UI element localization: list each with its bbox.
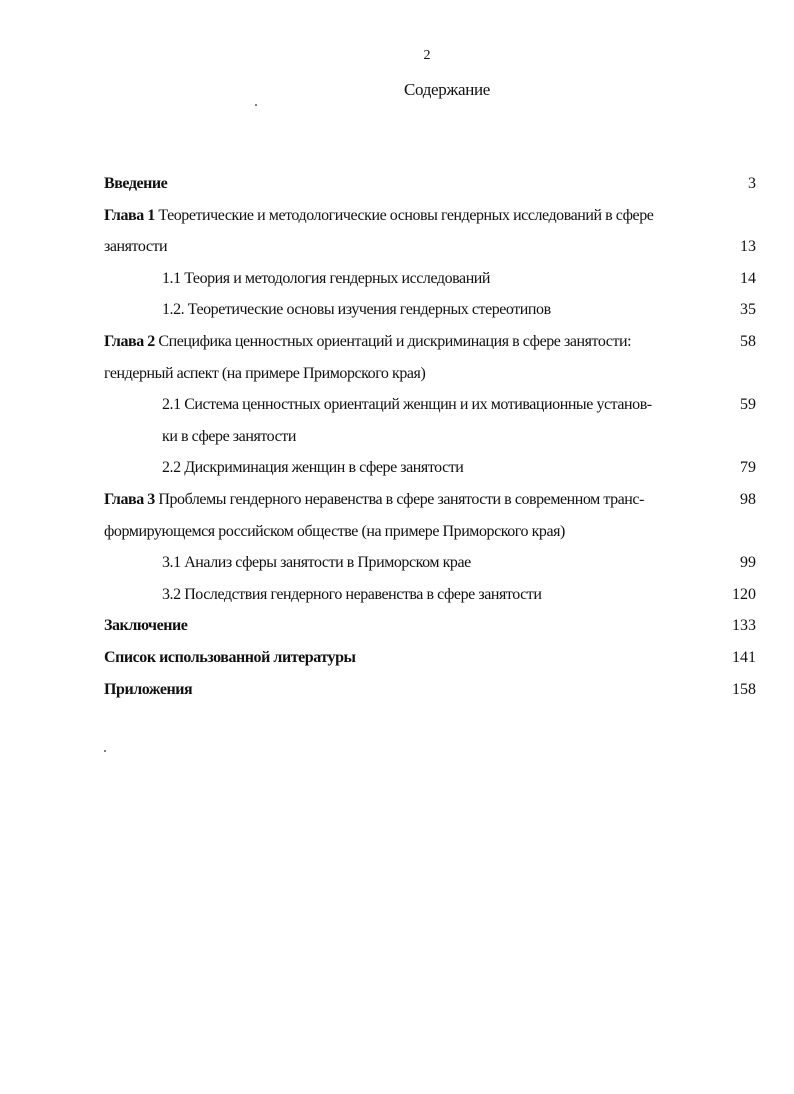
toc-entry-section-3-1 — [104, 547, 756, 579]
scan-speck — [104, 750, 106, 752]
toc-entry-text: 1.2. Теоретические основы изучения гендерных стереотипов — [162, 301, 551, 319]
toc-entry-chapter-2 — [104, 326, 756, 358]
toc-entry-chapter-2-cont — [104, 358, 756, 390]
toc-entry-text: Специфика ценностных ориентаций и дискриминация в сфере занятости: — [154, 332, 632, 350]
toc-entry-page: 13 — [740, 238, 756, 256]
toc-entry-text: 3.1 Анализ сферы занятости в Приморском крае — [162, 554, 471, 572]
toc-entry-page: 14 — [740, 269, 756, 287]
toc-entry-page: 58 — [740, 332, 756, 350]
toc-entry-section-1-1 — [104, 263, 756, 295]
toc-entry-text: Проблемы гендерного неравенства в сфере занятости в современном транс- — [154, 490, 644, 508]
toc-entry-heading: Приложения — [104, 680, 193, 698]
toc-entry-section-3-2 — [104, 579, 756, 611]
table-of-contents — [104, 168, 756, 705]
toc-entry-page: 98 — [740, 490, 756, 508]
toc-entry-introduction — [104, 168, 756, 200]
toc-entry-section-2-1 — [104, 389, 756, 421]
toc-entry-chapter-1-cont — [104, 231, 756, 263]
toc-entry-text: гендерный аспект (на примере Приморского края) — [104, 364, 426, 382]
toc-entry-section-1-2 — [104, 294, 756, 326]
toc-entry-text: занятости — [104, 238, 168, 256]
toc-entry-chapter-1 — [104, 200, 756, 232]
toc-entry-section-2-2 — [104, 452, 756, 484]
toc-entry-page: 79 — [740, 459, 756, 477]
toc-entry-bibliography — [104, 642, 756, 674]
toc-entry-page: 59 — [740, 396, 756, 414]
toc-entry-page: 158 — [732, 680, 756, 698]
page-number: 2 — [423, 48, 431, 63]
toc-entry-page: 120 — [732, 585, 756, 603]
toc-entry-heading: Глава 2 — [104, 332, 155, 350]
toc-entry-heading: Заключение — [104, 617, 188, 635]
toc-entry-page: 99 — [740, 554, 756, 572]
page-title: Содержание — [403, 80, 491, 99]
toc-entry-text: Теоретические и методологические основы гендерных исследований в сфере — [154, 206, 654, 224]
toc-entry-text: 3.2 Последствия гендерного неравенства в сфере занятости — [162, 585, 542, 603]
toc-entry-page: 35 — [740, 301, 756, 319]
scan-speck — [255, 104, 257, 106]
toc-entry-text: 2.1 Система ценностных ориентаций женщин и их мотивационные установ- — [162, 396, 652, 414]
toc-entry-page: 3 — [748, 175, 756, 192]
toc-entry-page: 133 — [732, 617, 756, 635]
toc-entry-heading: Список использованной литературы — [104, 648, 356, 666]
toc-entry-text: формирующемся российском обществе (на примере Приморского края) — [104, 522, 565, 540]
toc-entry-heading: Глава 3 — [104, 490, 155, 508]
toc-entry-text: 2.2 Дискриминация женщин в сфере занятости — [162, 459, 464, 477]
toc-entry-appendices — [104, 674, 756, 706]
toc-entry-heading: Глава 1 — [104, 206, 155, 224]
toc-entry-chapter-3-cont — [104, 516, 756, 548]
toc-entry-page: 141 — [732, 648, 756, 666]
toc-entry-text: ки в сфере занятости — [162, 427, 296, 445]
toc-entry-chapter-3 — [104, 484, 756, 516]
toc-entry-text: 1.1 Теория и методология гендерных исследований — [162, 269, 491, 287]
toc-entry-heading: Введение — [104, 175, 168, 192]
toc-entry-section-2-1-cont — [104, 421, 756, 453]
toc-entry-conclusion — [104, 610, 756, 642]
